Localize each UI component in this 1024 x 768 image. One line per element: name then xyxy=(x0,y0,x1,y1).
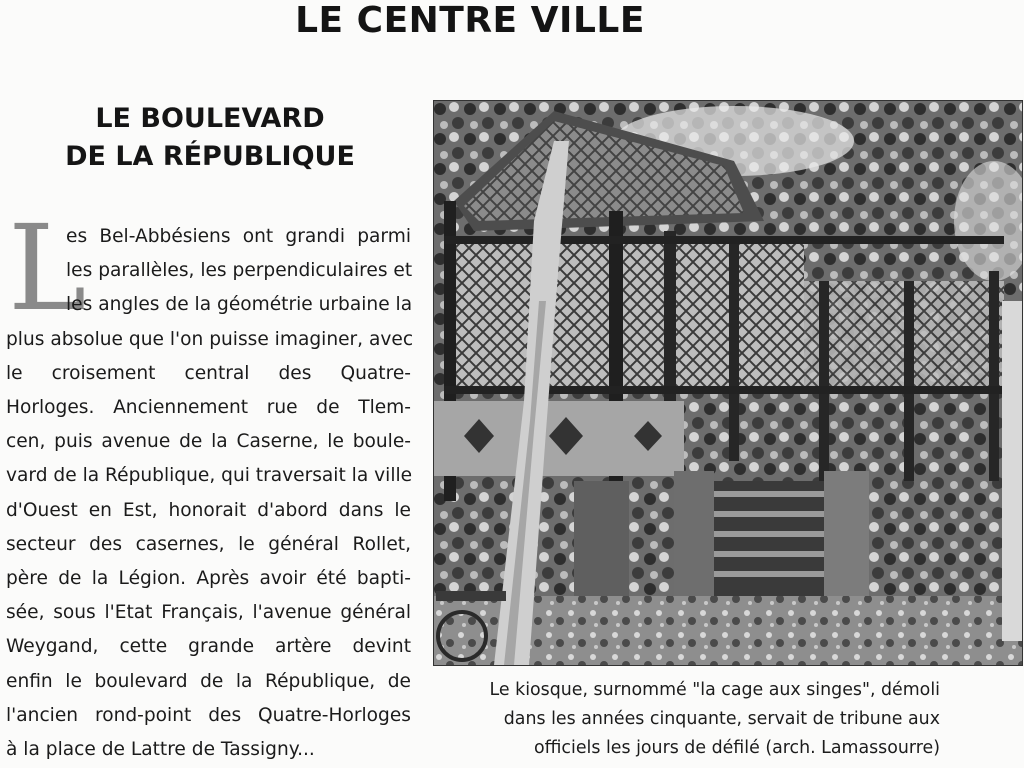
body-line: l'ancien rond-point des Quatre-Horloges xyxy=(6,704,411,726)
caption-line: dans les années cinquante, servait de tribune aux xyxy=(503,709,940,729)
article-body xyxy=(6,199,414,767)
body-line: le croisement central des Quatre- xyxy=(6,362,411,384)
body-line: d'Ouest en Est, honorait d'abord dans le xyxy=(6,499,411,521)
section-title-line-2: DE LA RÉPUBLIQUE xyxy=(65,141,355,172)
caption-line: Le kiosque, surnommé "la cage aux singes", démoli xyxy=(489,680,940,700)
body-line: vard de la République, qui traversait la ville xyxy=(6,465,413,487)
body-line: plus absolue que l'on puisse imaginer, avec xyxy=(6,328,414,350)
page-title: LE CENTRE VILLE xyxy=(295,0,645,41)
kiosk-photo-drawing xyxy=(434,101,1022,665)
body-line: cen, puis avenue de la Caserne, le boule- xyxy=(6,431,411,453)
body-line: Horloges. Anciennement rue de Tlem- xyxy=(6,397,411,419)
body-line: les angles de la géométrie urbaine la xyxy=(66,294,413,316)
body-line: père de la Légion. Après avoir été bapti- xyxy=(6,568,411,590)
body-line: enfin le boulevard de la République, de xyxy=(6,670,411,692)
body-line: les parallèles, les perpendiculaires et xyxy=(66,260,413,282)
section-title xyxy=(30,100,390,176)
body-line: à la place de Lattre de Tassigny... xyxy=(6,739,315,761)
drop-cap: L xyxy=(8,199,87,337)
photo-caption xyxy=(440,676,940,763)
body-line: Weygand, cette grande artère devint xyxy=(6,636,411,658)
section-title-line-1: LE BOULEVARD xyxy=(95,103,325,134)
body-line: es Bel-Abbésiens ont grandi parmi xyxy=(66,226,411,247)
caption-line: officiels les jours de défilé (arch. Lamassourre) xyxy=(533,738,940,758)
body-line: sée, sous l'Etat Français, l'avenue général xyxy=(6,602,411,624)
body-line: secteur des casernes, le général Rollet, xyxy=(6,533,411,555)
kiosk-photo xyxy=(433,100,1023,666)
